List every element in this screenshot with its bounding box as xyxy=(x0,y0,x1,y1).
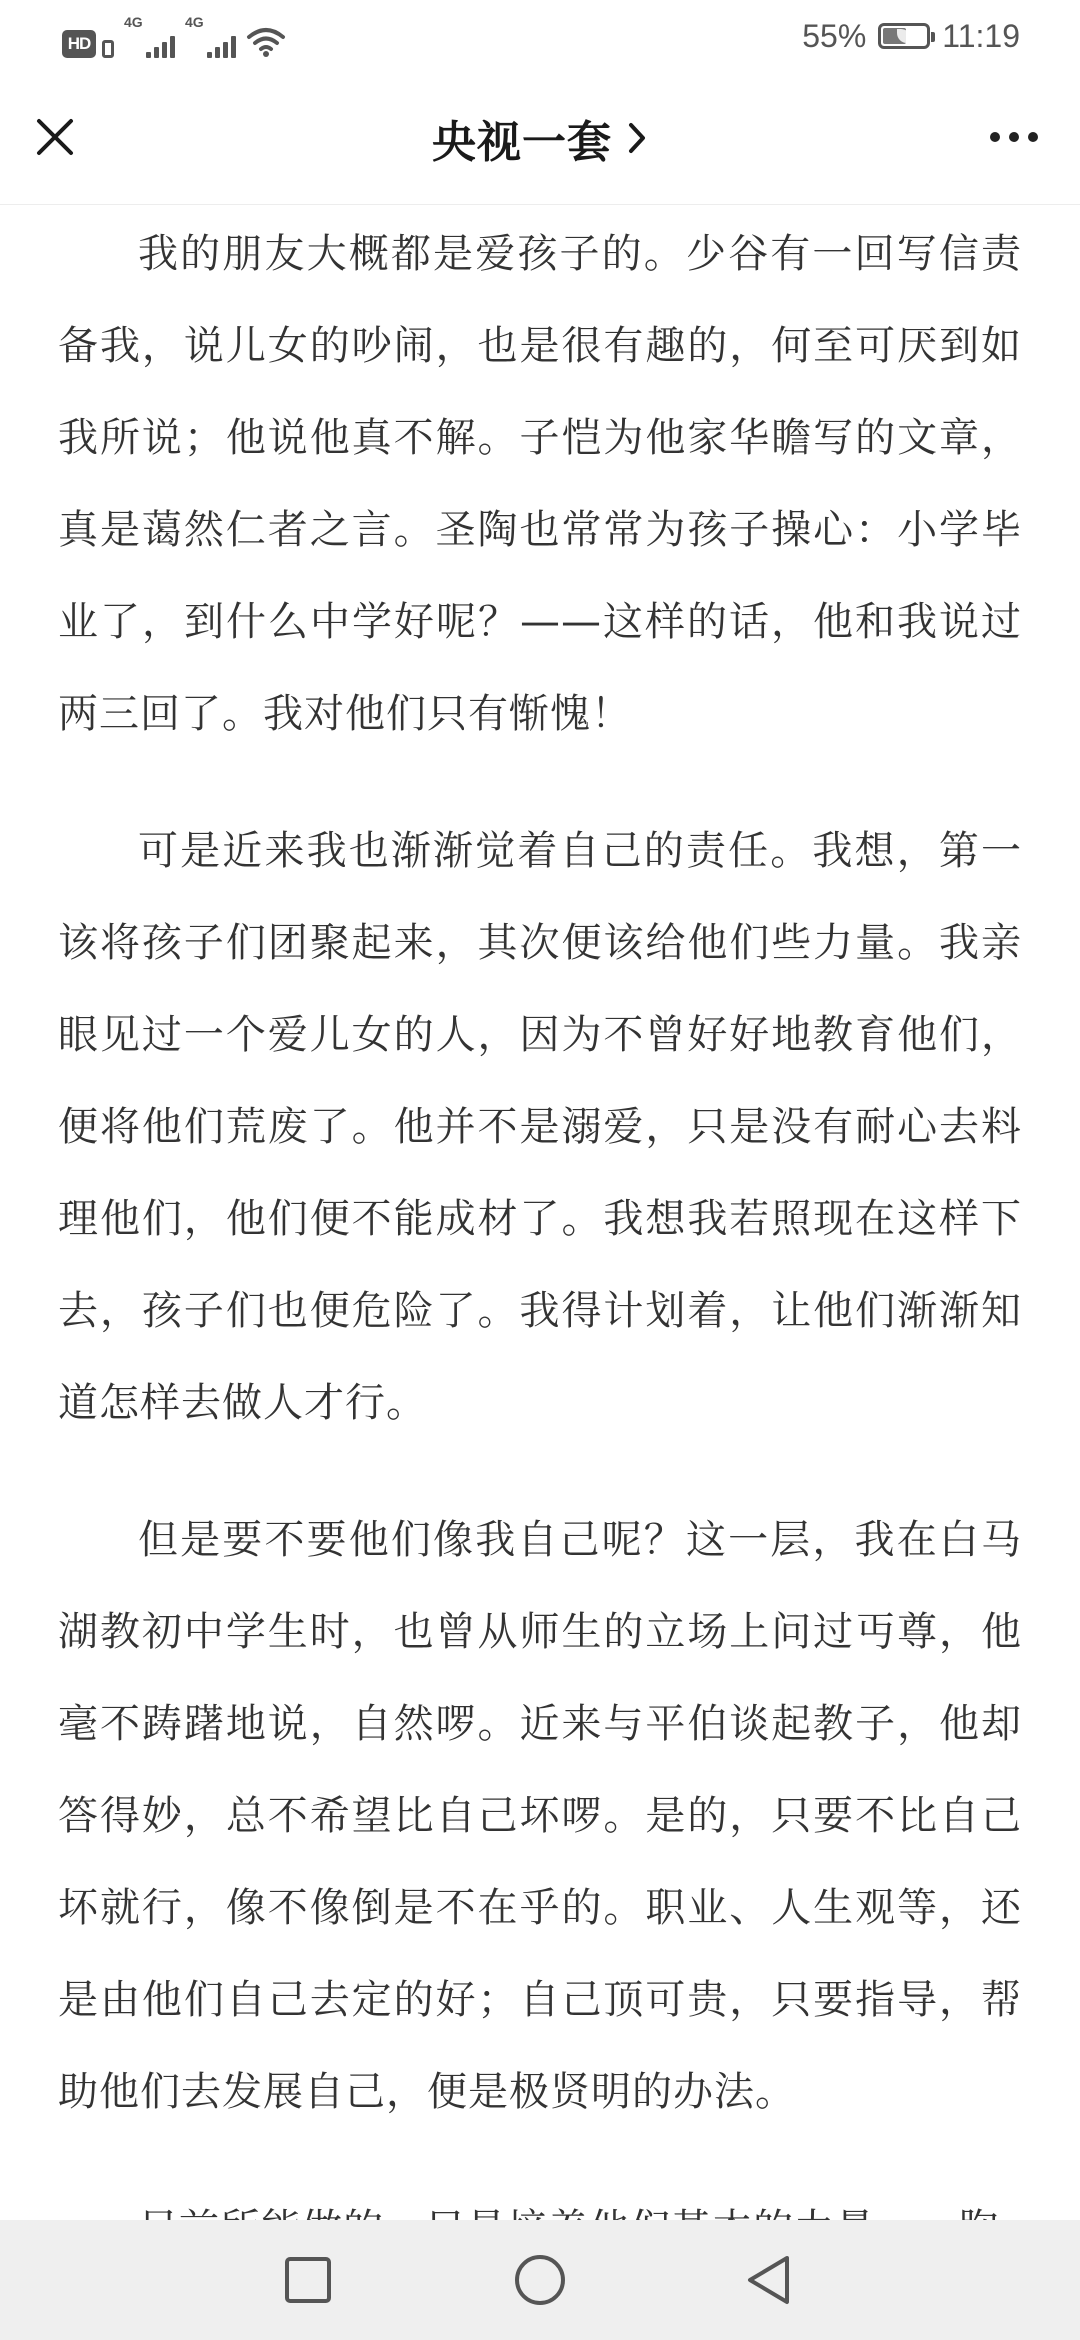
battery-tip xyxy=(931,32,935,42)
more-dots-icon xyxy=(1009,132,1019,142)
home-button[interactable] xyxy=(502,2242,578,2318)
signal-bar xyxy=(223,42,228,58)
signal-bar xyxy=(170,36,175,58)
back-button[interactable] xyxy=(730,2242,806,2318)
page-title: 央视一套 xyxy=(432,117,612,168)
more-options-button[interactable] xyxy=(974,102,1054,172)
signal-icon-2 xyxy=(185,14,236,58)
clock: 11:19 xyxy=(942,17,1020,54)
article-paragraph: 可是近来我也渐渐觉着自己的责任。我想，第一该将孩子们团聚起来，其次便该给他们些力量。我亲眼见过一个爱儿女的人，因为不曾好好地教育他们，便将他们荒废了。他并不是溺爱，只是没有耐心去料理他们，他们便不能成材了。我想我若照现在这样下去，孩子们也便危险了。我得计划着，让他们渐渐知道怎样去做人才行。 xyxy=(58,828,1022,1426)
article-paragraph: 我的朋友大概都是爱孩子的。少谷有一回写信责备我，说儿女的吵闹，也是很有趣的，何至可厌到如我所说；他说他真不解。子恺为他家华瞻写的文章，真是蔼然仁者之言。圣陶也常常为孩子操心：小学毕业了，到什么中学好呢？——这样的话，他和我说过两三回了。我对他们只有惭愧！ xyxy=(58,231,1022,737)
square-recents-icon xyxy=(283,2255,333,2305)
network-type-label-2: 4G xyxy=(185,14,204,30)
status-right xyxy=(802,16,1020,56)
status-bar xyxy=(0,0,1080,72)
hd-device-icon xyxy=(102,40,114,58)
more-dots-icon xyxy=(1028,132,1038,142)
system-navigation-bar xyxy=(0,2220,1080,2340)
hd-voice-badge: HD xyxy=(62,30,96,58)
signal-bar xyxy=(231,36,236,58)
signal-bar xyxy=(215,47,220,58)
recents-button[interactable] xyxy=(270,2242,346,2318)
signal-bar xyxy=(154,47,159,58)
network-type-label-1: 4G xyxy=(124,14,143,30)
triangle-back-icon xyxy=(743,2253,793,2307)
account-title-link[interactable] xyxy=(0,106,1080,170)
chevron-right-icon xyxy=(626,121,648,155)
article-body[interactable] xyxy=(58,204,1022,2220)
wifi-icon xyxy=(246,26,286,58)
title-bar xyxy=(0,72,1080,205)
status-left-icons xyxy=(62,14,286,58)
more-dots-icon xyxy=(990,132,1000,142)
battery-icon xyxy=(878,23,930,49)
battery-percent: 55% xyxy=(802,17,867,54)
signal-bar xyxy=(162,42,167,58)
article-paragraph: 但是要不要他们像我自己呢？这一层，我在白马湖教初中学生时，也曾从师生的立场上问过丏尊，他毫不踌躇地说，自然啰。近来与平伯谈起教子，他却答得妙，总不希望比自己坏啰。是的，只要不比自己坏就行，像不像倒是不在乎的。职业、人生观等，还是由他们自己去定的好；自己顶可贵，只要指导，帮助他们去发展自己，便是极贤明的办法。 xyxy=(58,1517,1022,2115)
signal-icon-1 xyxy=(124,14,175,58)
signal-bar xyxy=(207,52,212,58)
signal-bar xyxy=(146,52,151,58)
circle-home-icon xyxy=(513,2253,567,2307)
